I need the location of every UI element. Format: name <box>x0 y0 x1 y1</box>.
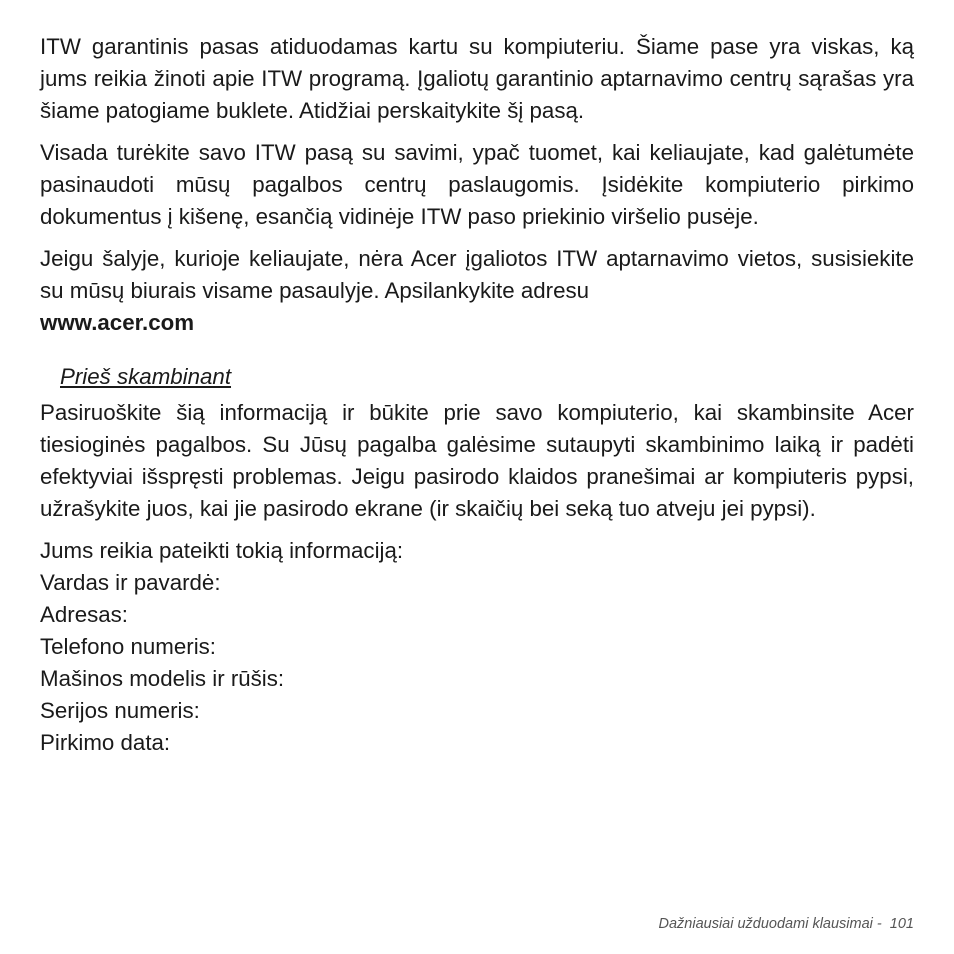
info-list-intro: Jums reikia pateikti tokią informaciją: <box>40 538 404 563</box>
paragraph-itw-passport: ITW garantinis pasas atiduodamas kartu su kompiuteriu. Šiame pase yra viskas, ką jums reikia žinoti apie ITW programą. Įgaliotų garantinio aptarnavimo centrų sąrašas yra šiame patogiame buklete. Atidžiai perskaitykite šį pasą. <box>40 34 914 123</box>
required-info-list <box>40 567 914 759</box>
page-content <box>40 31 914 759</box>
paragraph-carry-passport: Visada turėkite savo ITW pasą su savimi, ypač tuomet, kai keliaujate, kad galėtumėte pasinaudoti mūsų pagalbos centrų paslaugomis. Įsidėkite kompiuterio pirkimo dokumentus į kišenę, esančią vidinėje ITW paso priekinio viršelio pusėje. <box>40 140 914 229</box>
list-item-address: Adresas: <box>40 602 128 627</box>
list-item-serial-number: Serijos numeris: <box>40 698 200 723</box>
section-heading-before-calling: Prieš skambinant <box>60 364 232 389</box>
list-item-name: Vardas ir pavardė: <box>40 570 221 595</box>
acer-website-link[interactable]: www.acer.com <box>40 310 195 335</box>
page-footer: Dažniausiai užduodami klausimai - 101 <box>658 916 914 932</box>
list-item-machine-model: Mašinos modelis ir rūšis: <box>40 666 285 691</box>
paragraph-prepare-information: Pasiruoškite šią informaciją ir būkite prie savo kompiuterio, kai skambinsite Acer tiesioginės pagalbos. Su Jūsų pagalba galėsime sutaupyti skambinimo laiką ir padėti efektyviai išspręsti problemas. Jeigu pasirodo klaidos pranešimai ar kompiuteris pypsi, užrašykite juos, kai jie pasirodo ekrane (ir skaičių bei seką tuo atveju jei pypsi). <box>40 400 914 521</box>
list-item-phone: Telefono numeris: <box>40 634 216 659</box>
paragraph-no-service-location-text: Jeigu šalyje, kurioje keliaujate, nėra Acer įgaliotos ITW aptarnavimo vietos, susisiekite su mūsų biurais visame pasaulyje. Apsilankykite adresu <box>40 246 914 303</box>
paragraph-no-service-location <box>40 243 914 339</box>
list-item-purchase-date: Pirkimo data: <box>40 730 171 755</box>
